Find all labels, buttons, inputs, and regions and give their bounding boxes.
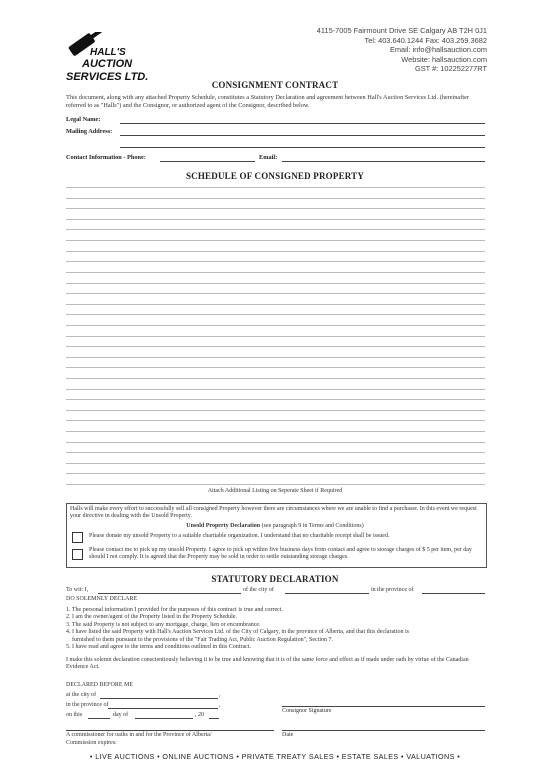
- schedule-line[interactable]: [66, 251, 485, 252]
- schedule-line[interactable]: [66, 357, 485, 358]
- logo-line-2: AUCTION: [82, 58, 133, 70]
- declaration-item: furnished to them pursuant to the provisions of the "Fair Trading Act, Public Auction Regulation", Section 7.: [66, 636, 334, 643]
- legal-name-label: Legal Name:: [66, 116, 101, 123]
- city-of-label: of the city of: [243, 587, 274, 593]
- solemnly-declare: DO SOLEMNLY DECLARE: [66, 596, 138, 602]
- month-field[interactable]: [135, 718, 193, 719]
- logo-line-3: SERVICES LTD.: [66, 71, 149, 83]
- schedule-line[interactable]: [66, 367, 485, 368]
- commission-expires-label: Commission expires:: [66, 740, 117, 746]
- unsold-heading-row: [0, 523, 550, 530]
- unsold-heading-note: (see paragraph 9 in Terms and Conditions): [261, 523, 364, 529]
- schedule-line[interactable]: [66, 314, 485, 315]
- declaration-item: 3. The said Property is not subject to any mortgage, charge, lien or encumbrance.: [66, 621, 261, 628]
- declarant-city-field[interactable]: [285, 593, 369, 594]
- declarant-province-field[interactable]: [422, 593, 485, 594]
- declarant-name-field[interactable]: [98, 593, 241, 594]
- declared-before-label: DECLARED BEFORE ME: [66, 682, 134, 688]
- comma-1: ,: [219, 692, 221, 698]
- company-address: 4115-7005 Fairmount Drive SE Calgary AB T2H 0J1: [316, 26, 487, 35]
- declaration-title: STATUTORY DECLARATION: [211, 574, 339, 584]
- contract-intro: This document, along with any attached Property Schedule, constitutes a Statutory Declaration and agreement between Hall's Auction Services Ltd. (hereinafter referred to as "Halls") and the Consignor, or authorized agent of the Consignor, described below.: [66, 94, 469, 109]
- declaration-item: 2. I am the owner/agent of the Property listed in the Property Schedule.: [66, 614, 237, 621]
- consignor-signature-label: Consignor Signature: [282, 708, 332, 714]
- schedule-line[interactable]: [66, 346, 485, 347]
- schedule-line[interactable]: [66, 272, 485, 273]
- pickup-option-text: Please contact me to pick up my unsold Property. I agree to pick up within five business days from contact and agree to storage charges of $ 5 per item, per day should I not comply. It is agreed that the Property may be sold in order to settle outstanding storage charges.: [89, 547, 472, 561]
- schedule-line[interactable]: [66, 452, 485, 453]
- schedule-line[interactable]: [66, 219, 485, 220]
- pickup-checkbox[interactable]: [72, 549, 83, 560]
- company-website: Website: hallsauction.com: [401, 54, 487, 64]
- email-field[interactable]: [282, 161, 485, 162]
- schedule-title: SCHEDULE OF CONSIGNED PROPERTY: [185, 171, 365, 181]
- schedule-line[interactable]: [66, 410, 485, 411]
- contact-phone-field[interactable]: [160, 161, 255, 162]
- mailing-address-field-2[interactable]: [120, 147, 485, 148]
- commissioner-signature-field[interactable]: [66, 730, 274, 731]
- schedule-line[interactable]: [66, 283, 485, 284]
- contact-phone-label: Contact Information - Phone:: [66, 154, 146, 161]
- commission-city-field[interactable]: [100, 698, 218, 699]
- schedule-line[interactable]: [66, 399, 485, 400]
- year-prefix: , 20: [195, 712, 204, 718]
- declaration-item: 1. The personal information I provided for the purposes of this contract is true and correct.: [66, 607, 283, 613]
- date-label: Date: [282, 732, 294, 738]
- schedule-line[interactable]: [66, 293, 485, 294]
- schedule-line[interactable]: [66, 336, 485, 337]
- on-this-label: on this: [66, 712, 83, 718]
- schedule-line[interactable]: [66, 325, 485, 326]
- consignor-signature-field[interactable]: [282, 706, 485, 707]
- year-field[interactable]: [209, 718, 219, 719]
- contract-title: CONSIGNMENT CONTRACT: [211, 80, 339, 90]
- mailing-address-label: Mailing Address:: [66, 128, 113, 135]
- unsold-intro: Halls will make every effort to successfully sell all consigned Property however there are circumstances where we are unable to find a purchaser. In this event we request your directive in dealing with the Unsold Property.: [70, 506, 477, 520]
- donate-option-text: Please donate my unsold Property to a suitable charitable organization. I understand that no charitable receipt shall be issued.: [89, 533, 390, 539]
- schedule-line[interactable]: [66, 240, 485, 241]
- date-field[interactable]: [282, 730, 485, 731]
- to-wit-label: To wit: I,: [66, 587, 89, 593]
- footer-services: • LIVE AUCTIONS • ONLINE AUCTIONS • PRIVATE TREATY SALES • ESTATE SALES • VALUATIONS •: [89, 752, 461, 761]
- schedule-line[interactable]: [66, 304, 485, 305]
- legal-name-field[interactable]: [120, 123, 485, 124]
- company-phones: Tel: 403.640.1244 Fax: 403.259.3682: [364, 35, 487, 45]
- day-of-label: day of: [113, 712, 129, 718]
- day-field[interactable]: [88, 718, 110, 719]
- declaration-item: 4. I have listed the said Property with Hall's Auction Services Ltd. of the City of Calgary, in the province of Alberta, and that this declaration is: [66, 629, 409, 636]
- email-label: Email:: [259, 154, 278, 161]
- at-city-label: at the city of: [66, 692, 97, 698]
- company-email: Email: info@hallsauction.com: [389, 45, 487, 55]
- schedule-line[interactable]: [66, 378, 485, 379]
- schedule-line[interactable]: [66, 261, 485, 262]
- in-province-label: in the province of: [66, 702, 109, 708]
- declaration-closing: I make this solemn declaration conscientiously believing it to be true and knowing that it is of the same force and effect as if made under oath by virtue of the Canadian Evidence Act.: [66, 657, 469, 671]
- schedule-line[interactable]: [66, 229, 485, 230]
- schedule-line[interactable]: [66, 442, 485, 443]
- mailing-address-field[interactable]: [120, 135, 485, 136]
- donate-checkbox[interactable]: [72, 532, 83, 543]
- province-of-label: in the province of: [371, 587, 414, 593]
- commission-province-field[interactable]: [108, 708, 218, 709]
- schedule-note: Attach Additional Listing on Seperate Sheet if Required: [207, 488, 343, 494]
- declaration-items: [66, 607, 486, 651]
- schedule-line[interactable]: [66, 473, 485, 474]
- comma-2: ,: [219, 702, 221, 708]
- schedule-line[interactable]: [66, 420, 485, 421]
- schedule-line[interactable]: [66, 484, 485, 485]
- unsold-heading: Unsold Property Declaration: [186, 523, 261, 529]
- logo-line-1: HALL'S: [90, 47, 126, 58]
- commissioner-label: A commissioner for oaths in and for the Province of Alberta/: [66, 732, 212, 738]
- company-gst: GST #: 102252277RT: [414, 64, 487, 74]
- schedule-line[interactable]: [66, 208, 485, 209]
- schedule-line[interactable]: [66, 198, 485, 199]
- schedule-line[interactable]: [66, 463, 485, 464]
- schedule-line[interactable]: [66, 187, 485, 188]
- schedule-line[interactable]: [66, 431, 485, 432]
- declaration-item: 5. I have read and agree to the terms and conditions outlined in this Contract.: [66, 644, 251, 651]
- schedule-line[interactable]: [66, 389, 485, 390]
- company-contact: [317, 26, 487, 74]
